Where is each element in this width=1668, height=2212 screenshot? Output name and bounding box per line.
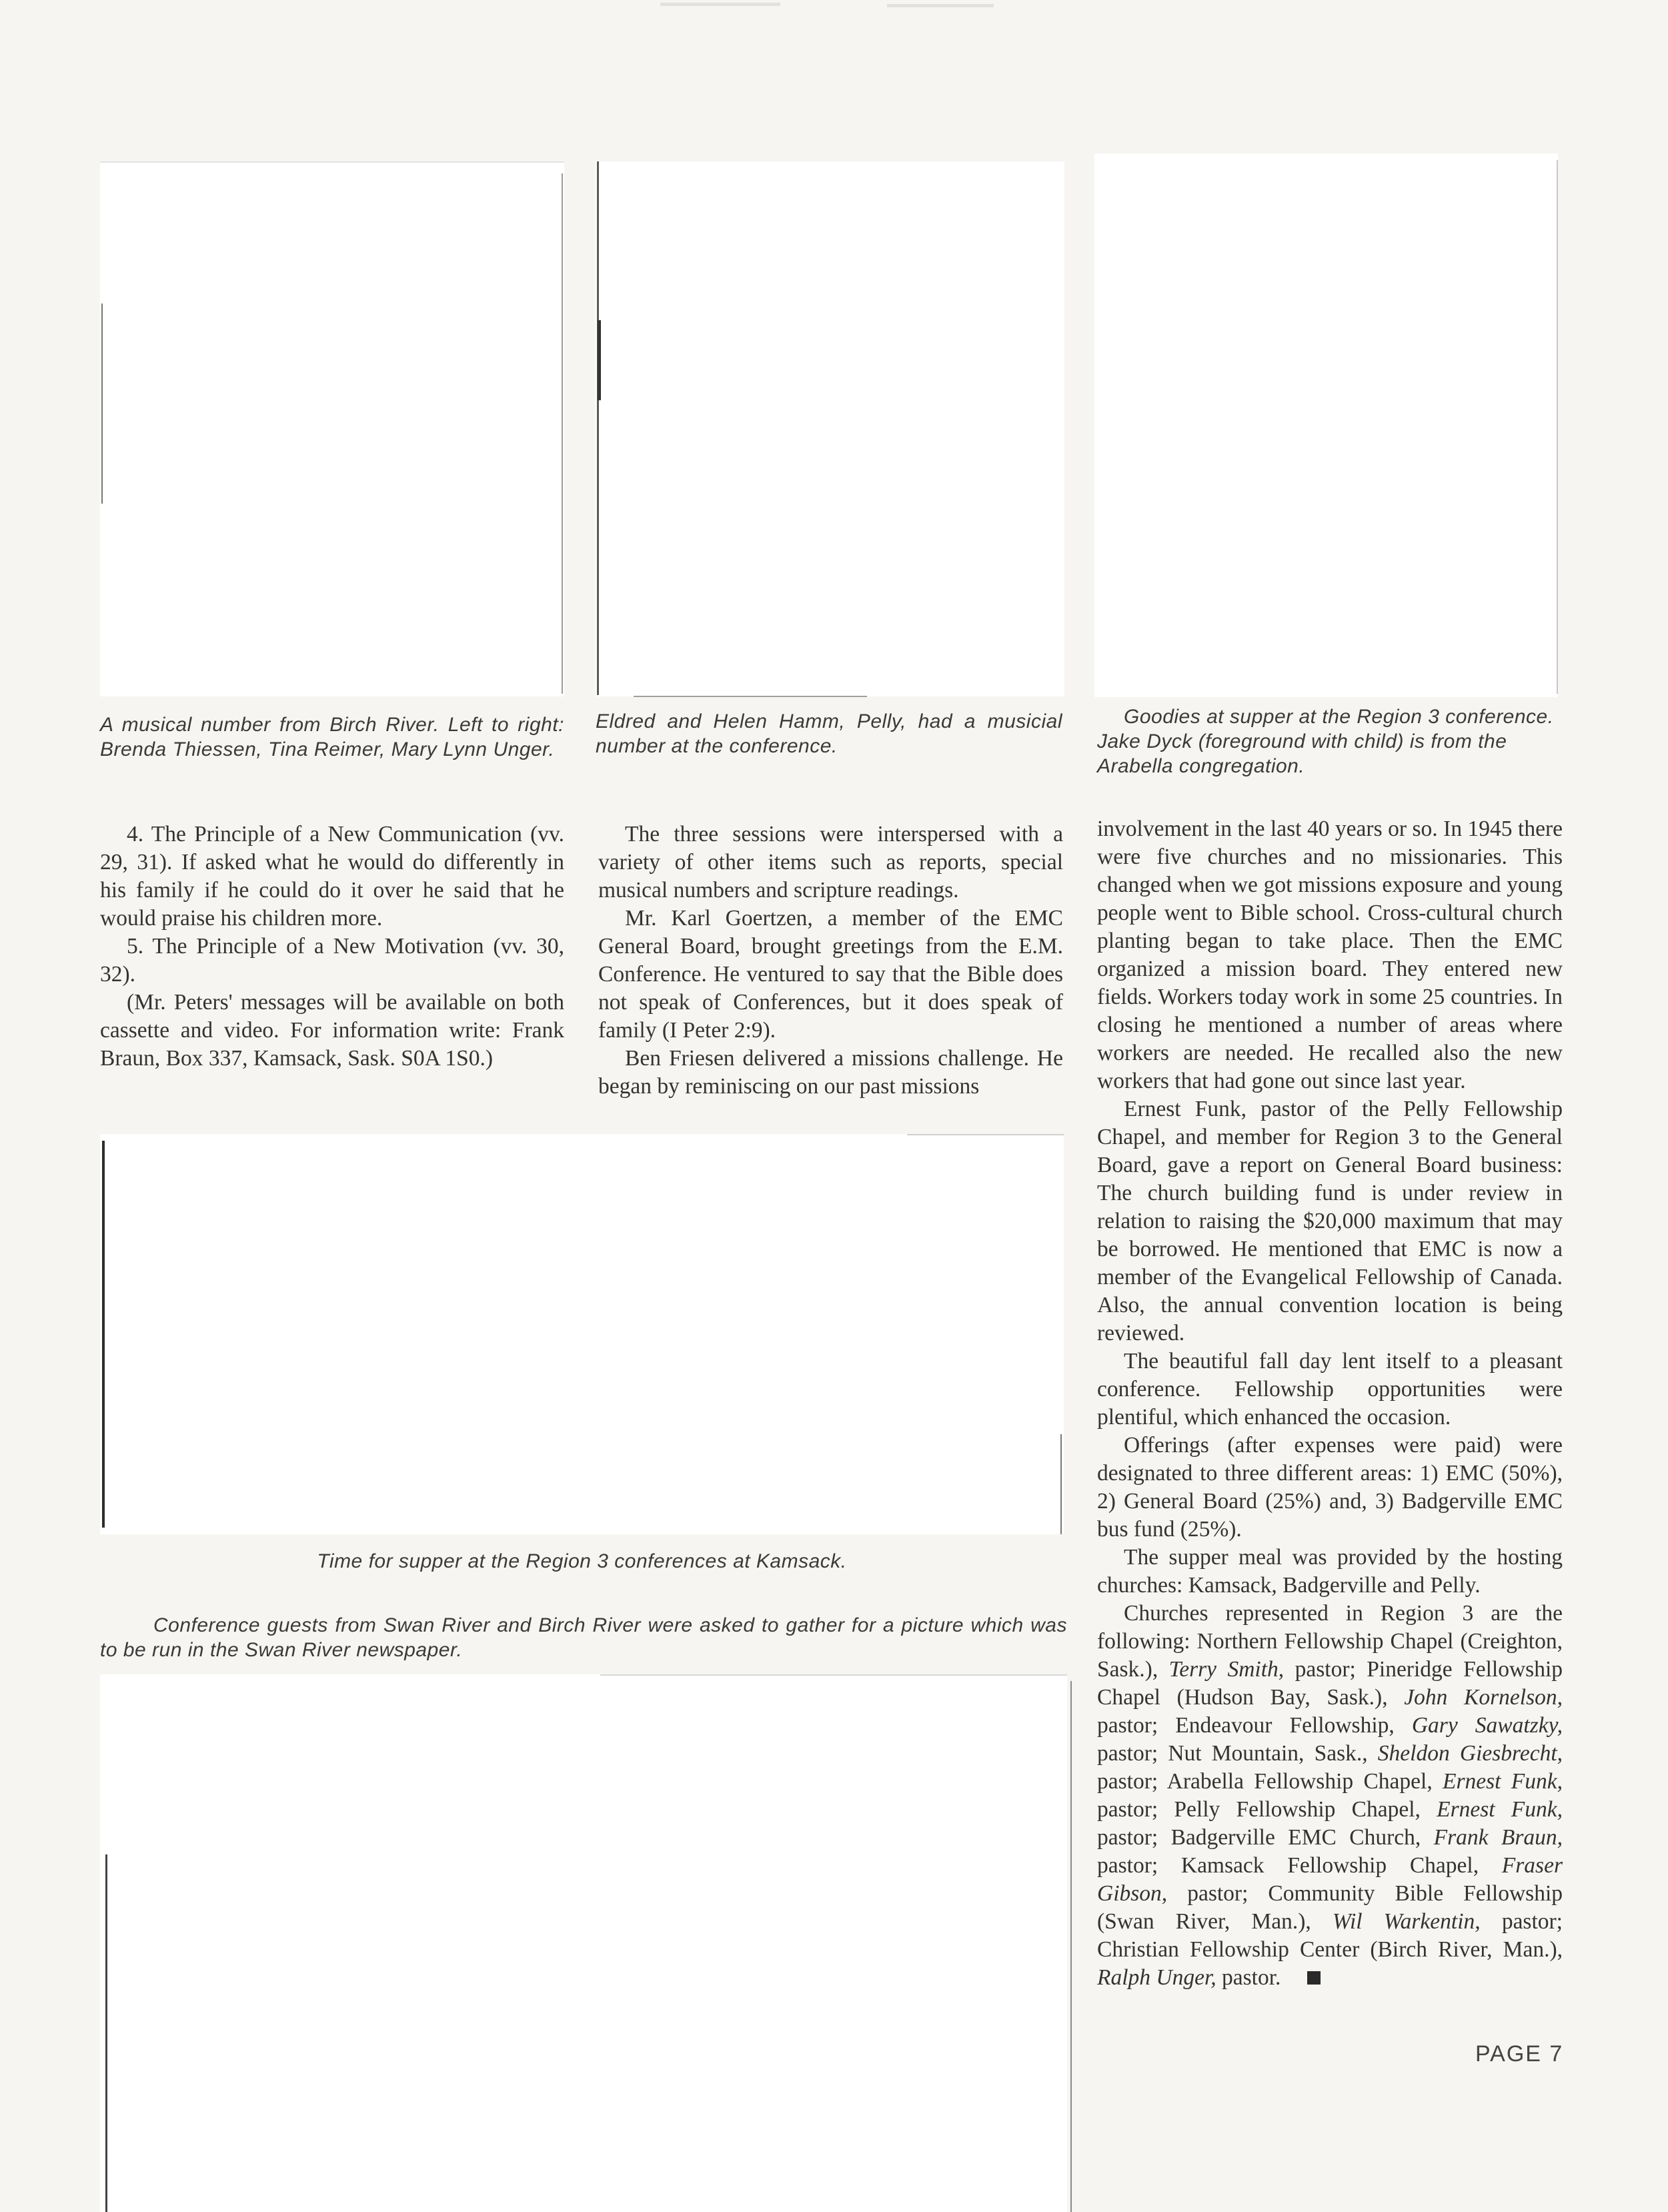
photo-edge [562,173,563,694]
paragraph: Ernest Funk, pastor of the Pelly Fellowship Chapel, and member for Region 3 to the General Board, gave a report on General Board business: The church building fund is under review in relation to raising the $20,000 maximum that may be borrowed. He mentioned that EMC is now a member of the Evangelical Fellowship of Canada. Also, the annual convention location is being reviewed. [1097,1097,1563,1345]
paragraph: The three sessions were interspersed with a variety of other items such as reports, special musical numbers and scripture readings. [598,822,1063,903]
article-column-2 [598,820,1063,1101]
page-number: PAGE 7 [1475,2041,1564,2067]
paragraph: Offerings (after expenses were paid) were designated to three different areas: 1) EMC (50%), 2) General Board (25%) and, 3) Badgerville EMC bus fund (25%). [1097,1433,1563,1542]
article-column-1 [100,820,564,1073]
paragraph: Mr. Karl Goertzen, a member of the EMC General Board, brought greetings from the E.M. Conference. He ventured to say that the Bible does not speak of Conferences, but it does speak of family (I Peter 2:9). [598,906,1063,1043]
article-column-3 [1097,815,1563,1992]
scan-mark [660,3,780,6]
paragraph: The beautiful fall day lent itself to a pleasant conference. Fellowship opportunities were plentiful, which enhanced the occasion. [1097,1349,1563,1430]
caption-conference-guests: Conference guests from Swan River and Birch River were asked to gather for a picture which was to be run in the Swan River newspaper. [100,1614,1067,1661]
photo-edge [600,1674,1067,1676]
photo-edge [1557,160,1558,694]
photo-conference-guests [100,1674,1067,2212]
photo-edge [634,696,867,697]
photo-hamm-musical [596,161,1064,696]
photo-edge [100,161,564,163]
end-of-article-mark [1307,1971,1321,1985]
photo-edge [105,1854,107,2212]
caption-supper-kamsack: Time for supper at the Region 3 conferences at Kamsack. [317,1550,847,1572]
photo-edge [101,304,103,504]
paragraph: (Mr. Peters' messages will be available on both cassette and video. For information write: Frank Braun, Box 337, Kamsack, Sask. S0A 1S0.) [100,990,564,1071]
scan-mark [887,4,994,7]
photo-edge [1060,1434,1062,1534]
photo-edge [1070,1681,1072,2212]
photo-edge [102,1141,105,1528]
paragraph: involvement in the last 40 years or so. In 1945 there were five churches and no missionaries. This changed when we got missions exposure and young people went to Bible school. Cross-cultural church planting began to take place. Then the EMC organized a mission board. They entered new fields. Workers today work in some 25 countries. In closing he mentioned a number of areas where workers are needed. He recalled also the new workers that had gone out since last year. [1097,816,1563,1093]
paragraph: 4. The Principle of a New Communication (vv. 29, 31). If asked what he would do differently in his family if he could do it over he said that he would praise his children more. [100,822,564,931]
photo-goodies-supper [1094,153,1558,697]
photo-edge [907,1134,1064,1135]
churches-list: Churches represented in Region 3 are the following: Northern Fellowship Chapel (Creighton, Sask.), Terry Smith, pastor; Pineridge Fellowship Chapel (Hudson Bay, Sask.), John Kornelson, pastor; Endeavour Fellowship, Gary Sawatzky, pastor; Nut Mountain, Sask., Sheldon Giesbrecht, pastor; Arabella Fellowship Chapel, Ernest Funk, pastor; Pelly Fellowship Chapel, Ernest Funk, pastor; Badgerville EMC Church, Frank Braun, pastor; Kamsack Fellowship Chapel, Fraser Gibson, pastor; Community Bible Fellowship (Swan River, Man.), Wil Warkentin, pastor; Christian Fellowship Center (Birch River, Man.), Ralph Unger, pastor. [1097,1601,1563,1990]
caption-goodies-supper: Goodies at supper at the Region 3 conference. Jake Dyck (foreground with child) is from the Arabella congregation. [1097,706,1554,777]
photo-edge [597,161,599,695]
paragraph: The supper meal was provided by the hosting churches: Kamsack, Badgerville and Pelly. [1097,1545,1563,1598]
caption-hamm-musical: Eldred and Helen Hamm, Pelly, had a musicial number at the conference. [596,710,1062,757]
paragraph: Ben Friesen delivered a missions challenge. He began by reminiscing on our past missions [598,1046,1063,1099]
photo-edge [598,320,601,400]
photo-birch-river-musical [100,161,564,696]
paragraph: 5. The Principle of a New Motivation (vv. 30, 32). [100,934,564,987]
photo-supper-kamsack [100,1134,1064,1534]
caption-birch-river-musical: A musical number from Birch River. Left to right: Brenda Thiessen, Tina Reimer, Mary Lynn Unger. [100,714,564,760]
